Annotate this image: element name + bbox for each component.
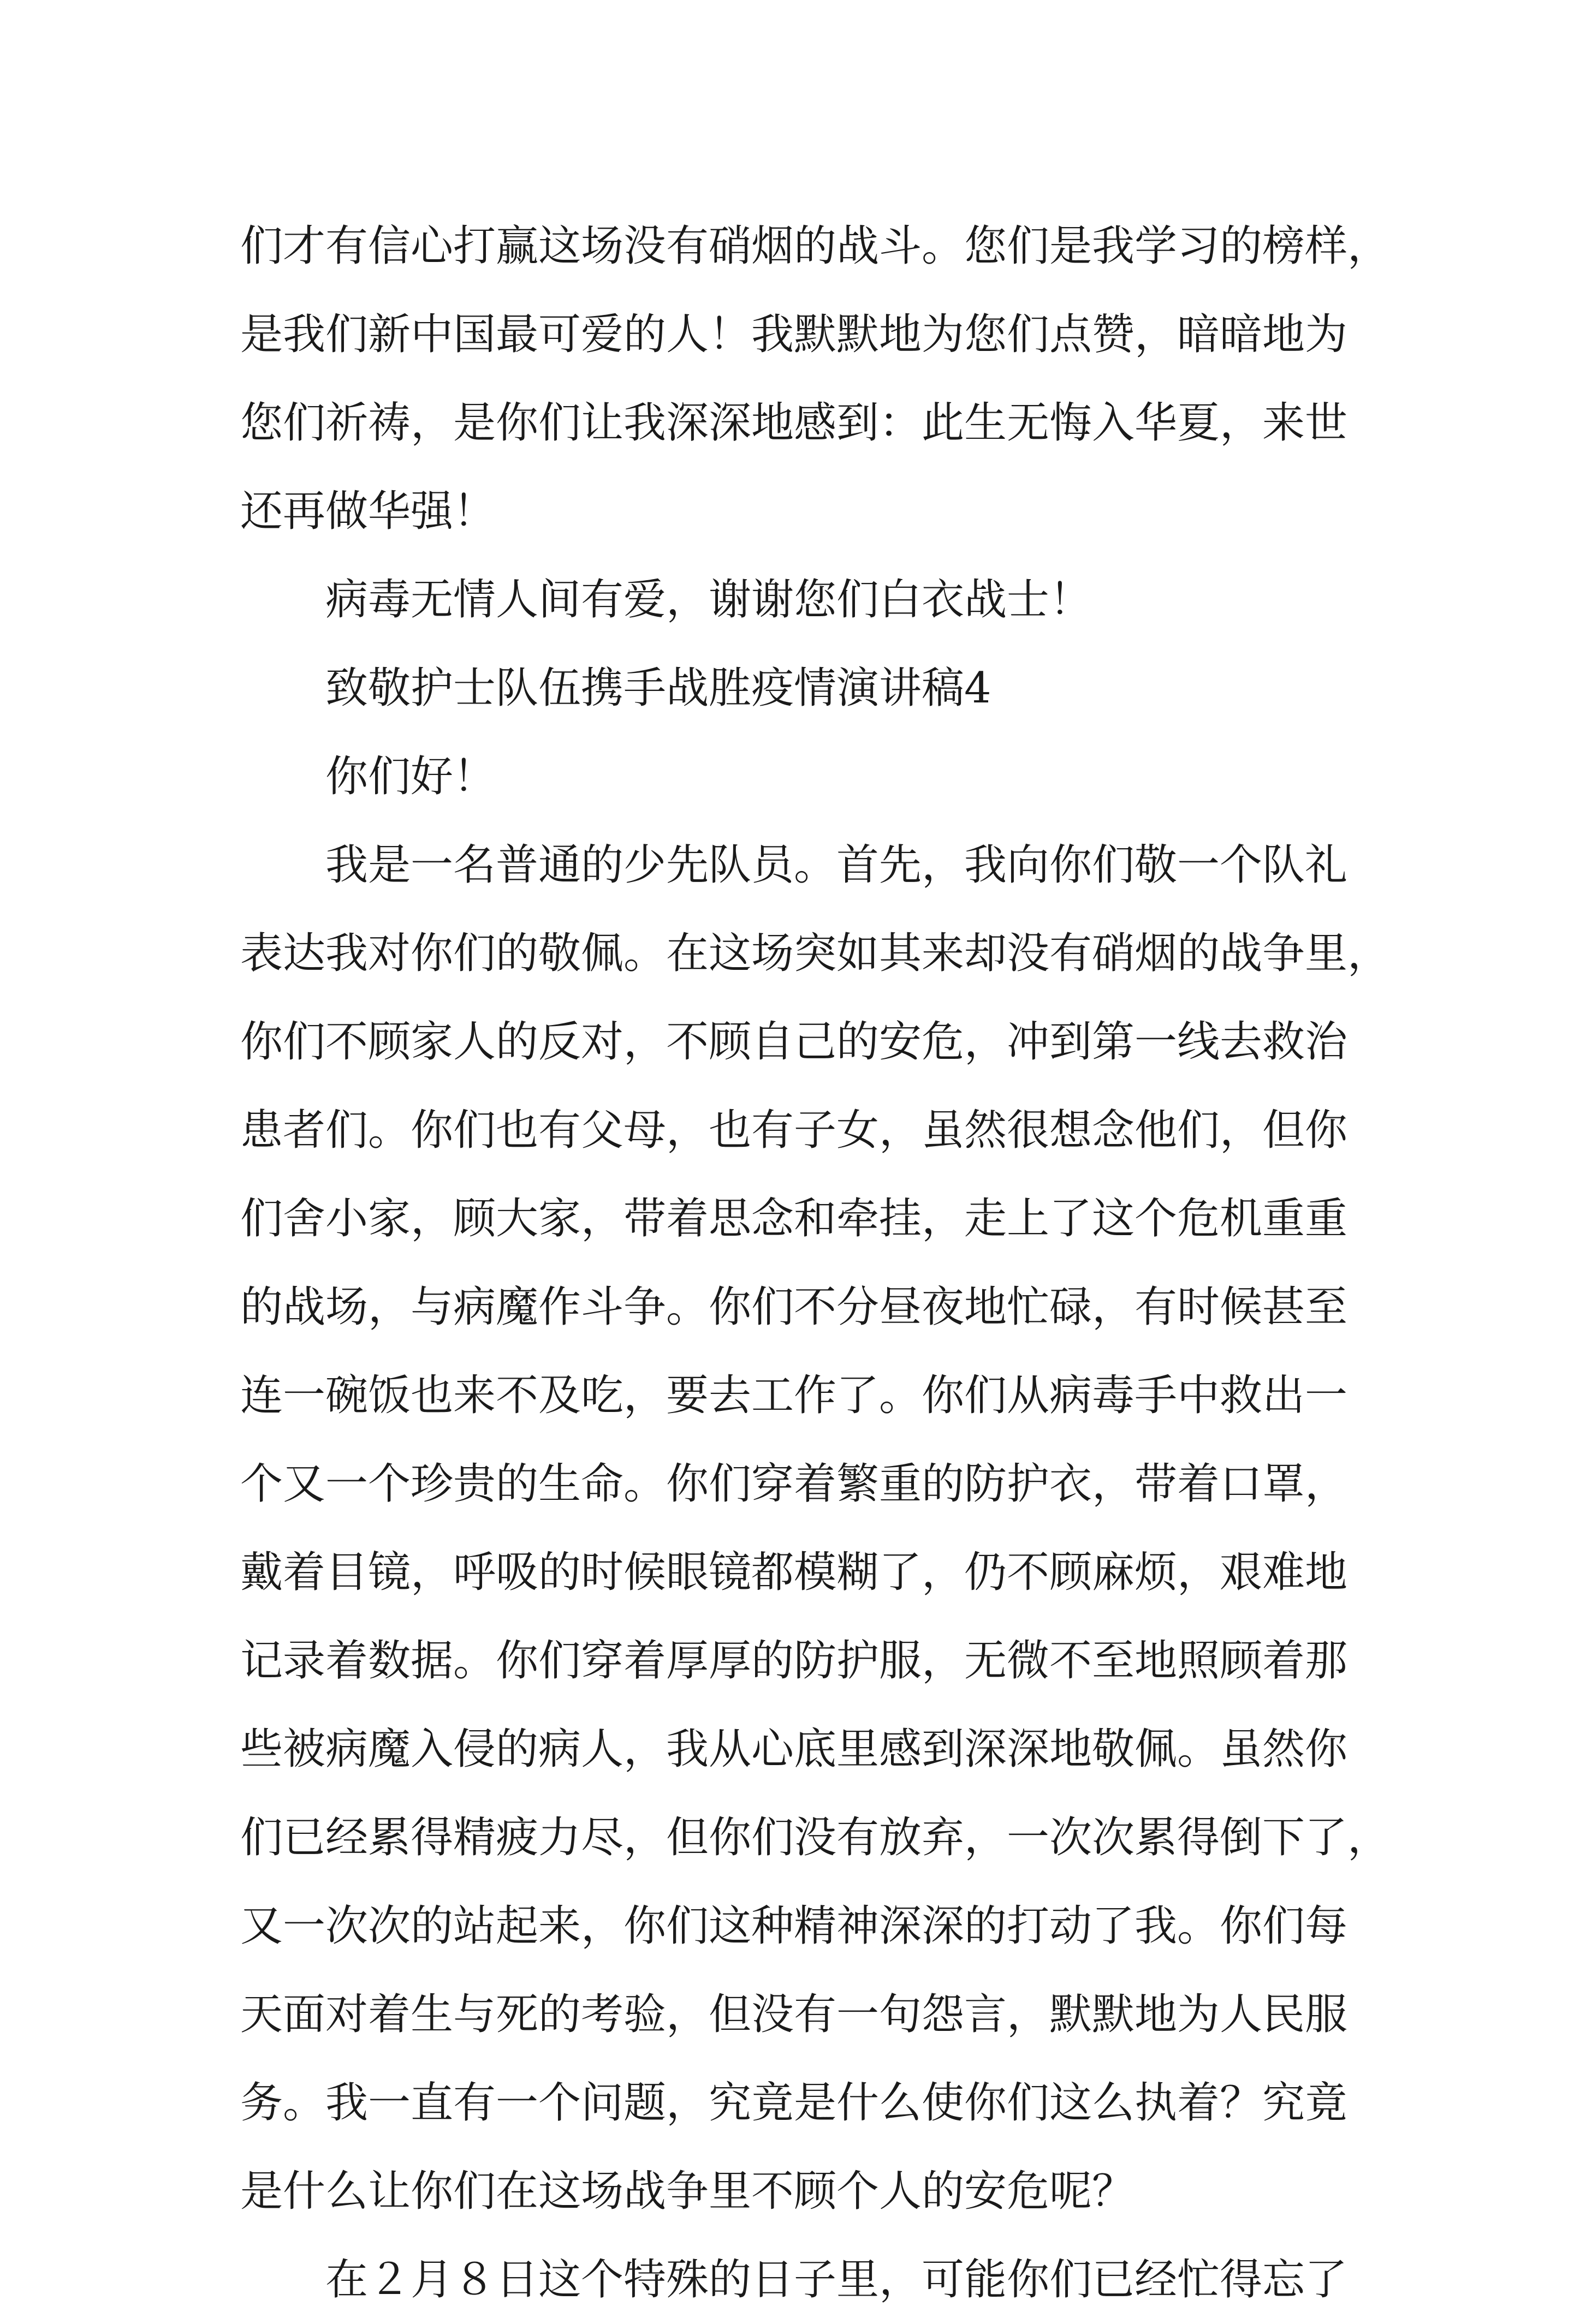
section-title: 致敬护士队伍携手战胜疫情演讲稿4 xyxy=(325,664,991,713)
text-line: 连一碗饭也来不及吃，要去工作了。你们从病毒手中救出一 xyxy=(240,1371,1348,1420)
text-line: 戴着目镜，呼吸的时候眼镜都模糊了，仍不顾麻烦，艰难地 xyxy=(240,1548,1348,1597)
greeting: 你们好！ xyxy=(325,752,496,801)
text-line: 务。我一直有一个问题，究竟是什么使你们这么执着？究竟 xyxy=(240,2078,1348,2128)
text-line: 是我们新中国最可爱的人！我默默地为您们点赞，暗暗地为 xyxy=(240,310,1348,359)
text-line: 们才有信心打赢这场没有硝烟的战斗。您们是我学习的榜样， xyxy=(240,222,1391,271)
text-line: 记录着数据。你们穿着厚厚的防护服，无微不至地照顾着那 xyxy=(240,1636,1348,1685)
text-line: 的战场，与病魔作斗争。你们不分昼夜地忙碌，有时候甚至 xyxy=(240,1283,1348,1332)
text-line: 天面对着生与死的考验，但没有一句怨言，默默地为人民服 xyxy=(240,1990,1348,2039)
text-line: 我是一名普通的少先队员。首先，我向你们敬一个队礼 xyxy=(325,841,1348,890)
text-line: 个又一个珍贵的生命。你们穿着繁重的防护衣，带着口罩， xyxy=(240,1459,1348,1509)
text-line: 病毒无情人间有爱，谢谢您们白衣战士！ xyxy=(325,575,1092,624)
text-line: 是什么让你们在这场战争里不顾个人的安危呢？ xyxy=(240,2167,1135,2216)
text-line: 们舍小家，顾大家，带着思念和牵挂，走上了这个危机重重 xyxy=(240,1194,1348,1243)
text-line: 在２月８日这个特殊的日子里，可能你们已经忙得忘了 xyxy=(325,2255,1348,2304)
text-line: 们已经累得精疲力尽，但你们没有放弃，一次次累得倒下了， xyxy=(240,1813,1391,1862)
text-line: 患者们。你们也有父母，也有子女，虽然很想念他们，但你 xyxy=(240,1106,1348,1155)
text-line: 你们不顾家人的反对，不顾自己的安危，冲到第一线去救治 xyxy=(240,1017,1348,1066)
text-line: 还再做华强！ xyxy=(240,487,496,536)
text-line: 您们祈祷，是你们让我深深地感到：此生无悔入华夏，来世 xyxy=(240,398,1348,448)
text-line: 些被病魔入侵的病人，我从心底里感到深深地敬佩。虽然你 xyxy=(240,1725,1348,1774)
text-line: 又一次次的站起来，你们这种精神深深的打动了我。你们每 xyxy=(240,1902,1348,1951)
body-text xyxy=(240,202,1419,2324)
text-line: 表达我对你们的敬佩。在这场突如其来却没有硝烟的战争里， xyxy=(240,929,1391,978)
